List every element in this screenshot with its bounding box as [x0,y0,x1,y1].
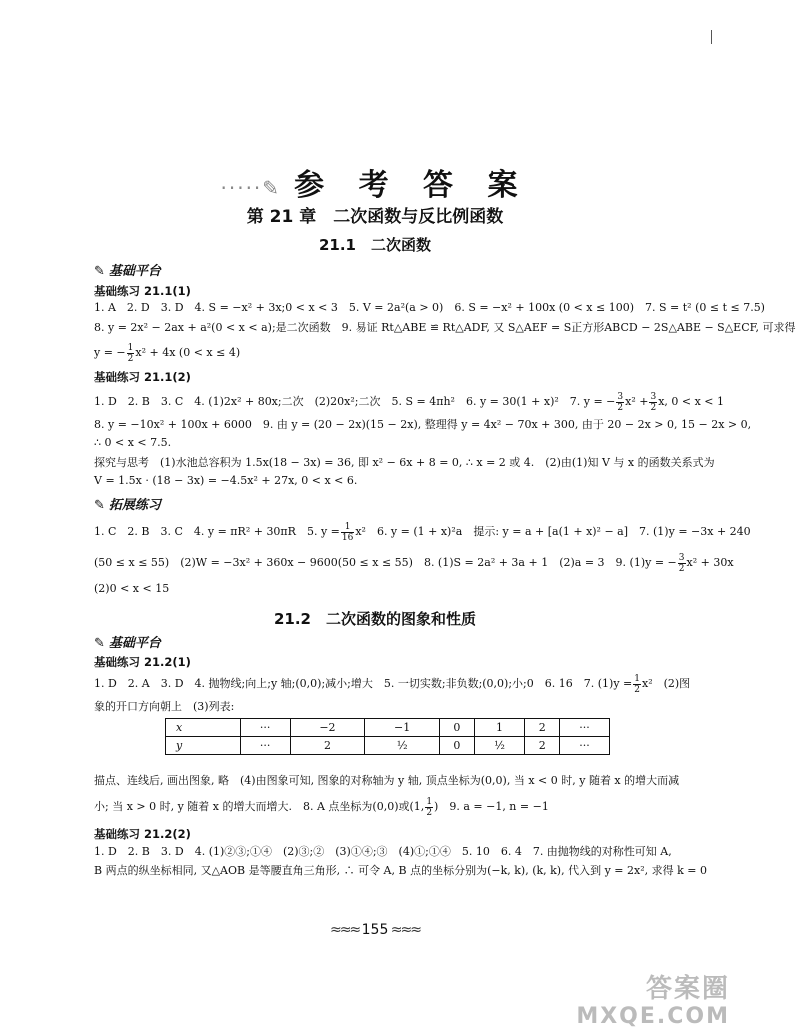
table-cell: 1 [474,719,525,737]
table-cell: ½ [474,737,525,755]
extension-label: 拓展练习 [108,498,161,513]
wave-decoration-icon: ≈≈≈ [388,922,421,938]
exercise-title: 基础练习 21.2(2) [94,827,191,841]
pen-icon: ✎ [94,498,105,513]
section-heading-21-1: 21.1 二次函数 [318,236,431,254]
exercise-title: 基础练习 21.1(2) [94,370,191,384]
answer-line: 小; 当 x > 0 时, y 随着 x 的增大而增大. 8. A 点坐标为(0,0)或(1, $\frac{1}{2}$ ) 9. a = −1, n = −1 [94,796,549,818]
platform-label: 基础平台 [108,636,161,651]
table-cell: x [166,719,241,737]
wave-decoration-icon: ≈≈≈ [329,922,362,938]
page-number: ≈≈≈ 155 ≈≈≈ [329,922,421,938]
pen-icon: ✎ [94,264,105,279]
answer-line: (50 ≤ x ≤ 55) (2)W = −3x² + 360x − 9600(50 ≤ x ≤ 55) 8. (1)S = 2a² + 3a + 1 (2)a = 3 9. (1)y = − $\frac{3}{2}$ x² + 30x [94,552,734,574]
table-cell: 0 [440,737,475,755]
edge-mark [711,30,712,44]
exercise-title: 基础练习 21.2(1) [94,655,191,669]
answer-line: ∴ 0 < x < 7.5. [94,436,172,449]
table-cell: −2 [290,719,365,737]
fraction: $\frac{1}{16}$ [341,521,354,543]
fraction: $\frac{1}{2}$ [127,342,134,364]
chapter-heading: 第 21 章 二次函数与反比例函数 [246,207,504,227]
platform-label: 基础平台 [108,264,161,279]
table-cell: ··· [560,737,610,755]
answer-line: 1. D 2. B 3. C 4. (1)2x² + 80x;二次 (2)20x²;二次 5. S = 4πh² 6. y = 30(1 + x)² 7. y = − $\frac{3}{2}$ x² + $\frac{3}{2}$ x, 0 < x < 1 [94,391,725,413]
answer-line: 8. y = 2x² − 2ax + a²(0 < x < a);是二次函数 9. 易证 Rt△ABE ≌ Rt△ADF, 又 S△AEF = S正方形ABCD − 2S△ABE − S△ECF, 可求得 [94,321,796,334]
answer-line: 1. C 2. B 3. C 4. y = πR² + 30πR 5. y = $\frac{1}{16}$ x² 6. y = (1 + x)²a 提示: y = a + [a(1 + x)² − a] 7. (1)y = −3x + 240 [94,521,751,543]
table-cell: ··· [240,719,290,737]
fraction: $\frac{1}{2}$ [634,673,640,695]
fraction: $\frac{3}{2}$ [650,391,657,413]
answer-line: 1. D 2. A 3. D 4. 抛物线;向上;y 轴;(0,0);减小;增大 5. 一切实数;非负数;(0,0);小;0 6. 16 7. (1)y = $\frac{1}{2}$ x² (2)图 [94,673,691,695]
answer-line: V = 1.5x · (18 − 3x) = −4.5x² + 27x, 0 < x < 6. [94,474,358,487]
exercise-title: 基础练习 21.1(1) [94,284,191,298]
table-row [166,737,610,755]
fraction: $\frac{3}{2}$ [678,552,685,574]
answer-line: y = − $\frac{1}{2}$ x² + 4x (0 < x ≤ 4) [94,342,241,364]
table-row [166,719,610,737]
table-cell: ··· [240,737,290,755]
table-cell: ··· [560,719,610,737]
section-heading-21-2: 21.2 二次函数的图象和性质 [273,610,476,628]
answer-line: B 两点的纵坐标相同, 又△AOB 是等腰直角三角形, ∴ 可令 A, B 点的坐标分别为(−k, k), (k, k), 代入到 y = 2x², 求得 k = 0 [94,864,707,877]
title-decoration-icon: ·····✎ [220,176,282,200]
value-table [165,718,610,755]
answer-line: 1. D 2. B 3. D 4. (1)②③;①④ (2)③;② (3)①④;③ (4)①;①④ 5. 10 6. 4 7. 由抛物线的对称性可知 A, [94,845,672,858]
pen-icon: ✎ [94,636,105,651]
fraction: $\frac{1}{2}$ [426,796,433,818]
platform-heading-1 [94,260,161,279]
answer-line: 探究与思考 (1)水池总容积为 1.5x(18 − 3x) = 36, 即 x² − 6x + 8 = 0, ∴ x = 2 或 4. (2)由(1)知 V 与 x 的函数关系式为 [94,456,715,469]
table-cell: 0 [440,719,475,737]
answer-line: 1. A 2. D 3. D 4. S = −x² + 3x;0 < x < 3 5. V = 2a²(a > 0) 6. S = −x² + 100x (0 < x ≤ 100) 7. S = t² (0 ≤ t ≤ 7.5) [94,301,765,314]
table-cell: −1 [365,719,440,737]
table-cell: 2 [290,737,365,755]
title-text: 参 考 答 案 [294,168,530,203]
answer-line: 8. y = −10x² + 100x + 6000 9. 由 y = (20 − 2x)(15 − 2x), 整理得 y = 4x² − 70x + 300, 由于 20 − 2x > 0, 15 − 2x > 0, [94,418,752,431]
fraction: $\frac{3}{2}$ [617,391,624,413]
answer-line: 描点、连线后, 画出图象, 略 (4)由图象可知, 图象的对称轴为 y 轴, 顶点坐标为(0,0), 当 x < 0 时, y 随着 x 的增大而减 [94,774,680,787]
table-cell: ½ [365,737,440,755]
answer-line: 象的开口方向朝上 (3)列表: [94,700,235,713]
answer-line: (2)0 < x < 15 [94,582,170,595]
table-cell: 2 [525,737,560,755]
page-title [0,160,750,204]
extension-heading [94,494,161,513]
watermark: 答案圈 MXQE.COM [576,974,730,1029]
table-cell: 2 [525,719,560,737]
table-cell: y [166,737,241,755]
platform-heading-2 [94,632,161,651]
